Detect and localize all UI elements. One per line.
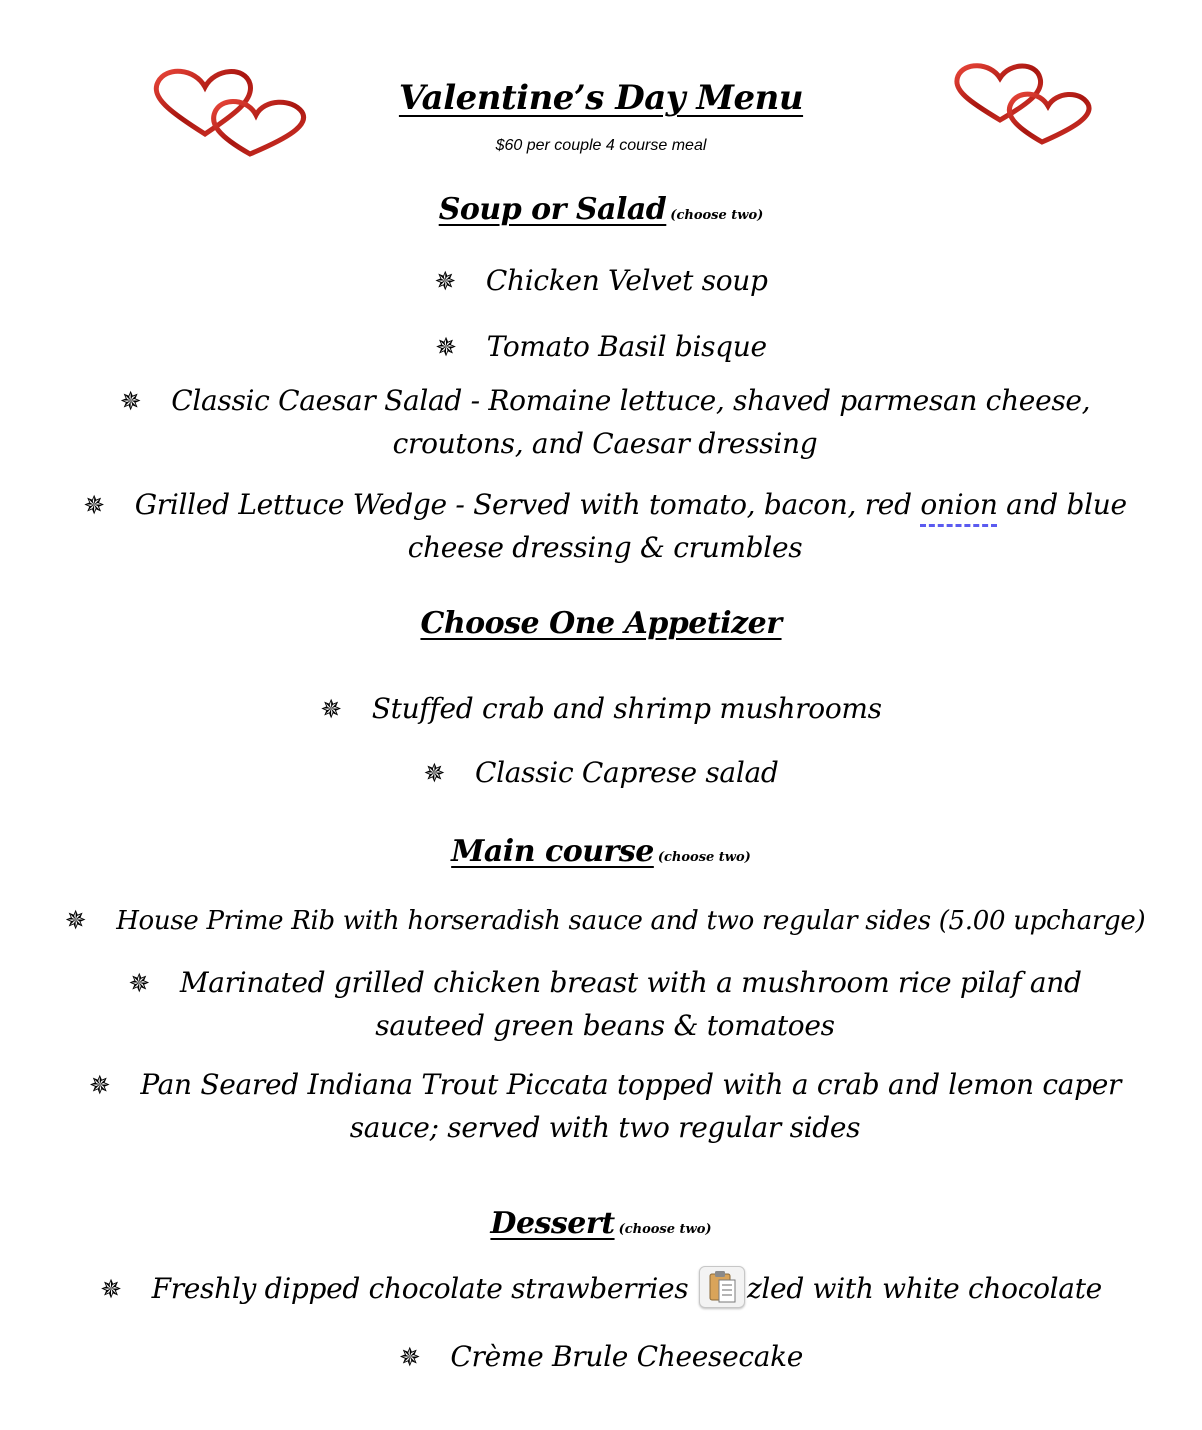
star-bullet-icon: ✵	[64, 906, 87, 936]
list-item: ✵ Classic Caesar Salad - Romaine lettuce, shaved parmesan cheese, croutons, and Caesar dressing	[70, 380, 1140, 465]
list-item: ✵ Tomato Basil bisque	[0, 326, 1202, 369]
menu-title: Valentine’s Day Menu	[398, 78, 804, 118]
list-item: ✵ Pan Seared Indiana Trout Piccata topped with a crab and lemon caper sauce; served with two regular sides	[70, 1064, 1140, 1149]
star-bullet-icon: ✵	[398, 1343, 421, 1373]
list-item: ✵ Chicken Velvet soup	[0, 260, 1202, 303]
star-bullet-icon: ✵	[128, 969, 150, 999]
section-heading-main: Main course (choose two)	[451, 834, 751, 869]
star-bullet-icon: ✵	[320, 695, 342, 725]
section-heading-appetizer: Choose One Appetizer	[420, 606, 782, 641]
star-bullet-icon: ✵	[100, 1275, 122, 1305]
list-item: ✵ Classic Caprese salad	[0, 752, 1202, 795]
menu-subtitle: $60 per couple 4 course meal	[495, 137, 707, 154]
list-item: ✵ Crème Brule Cheesecake	[0, 1336, 1202, 1379]
list-item: ✵ Marinated grilled chicken breast with a mushroom rice pilaf and sauteed green beans & tomatoes	[70, 962, 1140, 1047]
star-bullet-icon: ✵	[423, 759, 445, 789]
star-bullet-icon: ✵	[434, 267, 456, 297]
list-item: ✵ Stuffed crab and shrimp mushrooms	[0, 688, 1202, 731]
clipboard-icon[interactable]	[699, 1266, 745, 1308]
spelling-underline[interactable]: onion	[920, 488, 998, 521]
star-bullet-icon: ✵	[88, 1071, 111, 1101]
list-item: ✵ Freshly dipped chocolate strawberries zled with white chocolate	[0, 1268, 1202, 1312]
list-item: ✵ Grilled Lettuce Wedge - Served with tomato, bacon, red onion and blue cheese dressing & crumbles	[70, 484, 1140, 569]
section-heading-soup-salad: Soup or Salad (choose two)	[438, 192, 764, 227]
star-bullet-icon: ✵	[119, 387, 142, 417]
star-bullet-icon: ✵	[435, 333, 457, 363]
list-item: ✵ House Prime Rib with horseradish sauce and two regular sides (5.00 upcharge)	[40, 900, 1170, 942]
section-heading-dessert: Dessert (choose two)	[490, 1206, 712, 1241]
star-bullet-icon: ✵	[83, 491, 105, 521]
